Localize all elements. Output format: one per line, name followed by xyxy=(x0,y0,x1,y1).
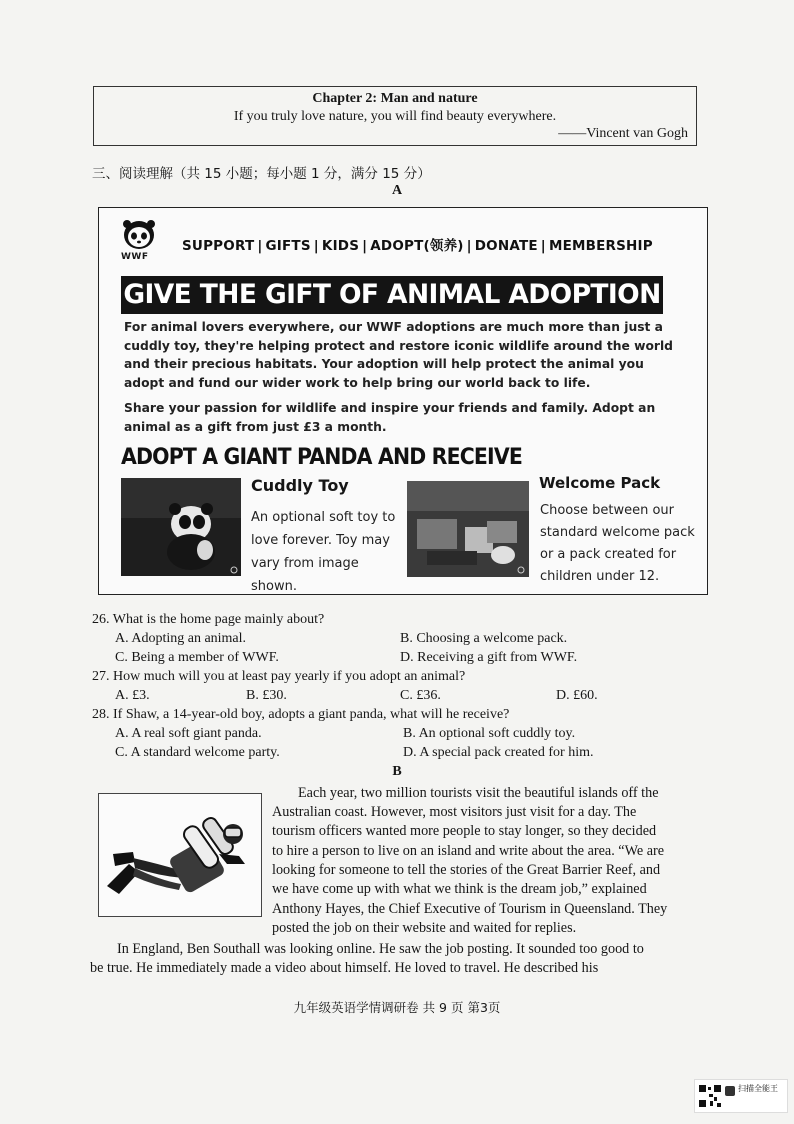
scanner-app-name: 扫描全能王 xyxy=(738,1084,778,1093)
q26-option-d: D. Receiving a gift from WWF. xyxy=(400,650,578,665)
passage-b-line-9: In England, Ben Southall was looking online. He saw the job posting. It sounded too good to xyxy=(117,941,644,957)
page-footer: 九年级英语学情调研卷 共 9 页 第3页 xyxy=(293,1000,501,1015)
nav-membership[interactable]: MEMBERSHIP xyxy=(548,238,653,254)
wwf-logo-text: WWF xyxy=(121,252,149,262)
q27-option-a: A. £3. xyxy=(115,688,150,703)
q28-option-a: A. A real soft giant panda. xyxy=(115,726,262,741)
nav-support[interactable]: SUPPORT xyxy=(182,238,255,254)
section-heading: 三、阅读理解（共 15 小题；每小题 1 分，满分 15 分） xyxy=(92,166,431,182)
welcome-pack-photo xyxy=(407,481,529,577)
qr-code-icon xyxy=(698,1084,722,1108)
nav-kids[interactable]: KIDS xyxy=(321,238,360,254)
passage-b-line-5: looking for someone to tell the stories of the Great Barrier Reef, and xyxy=(272,862,661,878)
nav-donate[interactable]: DONATE xyxy=(474,238,538,254)
ad-intro-paragraph: For animal lovers everywhere, our WWF adoptions are much more than just a cuddly toy, they're helping protect and restore iconic wildlife around the world and their precious habitats. Your adoption will help protect the animal you adopt and fund our wider work to help bring our world back to life. xyxy=(124,320,673,390)
panda-toy-photo xyxy=(121,478,241,576)
q26-option-c: C. Being a member of WWF. xyxy=(115,650,279,665)
passage-b-line-2: Australian coast. However, most visitors just visit for a day. The xyxy=(272,804,637,820)
question-28-stem: 28. If Shaw, a 14-year-old boy, adopts a giant panda, what will he receive? xyxy=(92,707,510,722)
nav-adopt[interactable]: ADOPT(领养) xyxy=(370,238,464,254)
q26-option-b: B. Choosing a welcome pack. xyxy=(400,631,568,646)
chapter-title: Chapter 2: Man and nature xyxy=(312,91,478,106)
scanner-app-icon xyxy=(725,1086,735,1096)
cuddly-toy-description: An optional soft toy to love forever. Toy may vary from image shown. xyxy=(251,510,396,594)
passage-b-line-8: posted the job on their website and waited for replies. xyxy=(272,920,577,936)
part-a-label: A xyxy=(391,183,403,198)
scanner-badge xyxy=(694,1079,788,1113)
q27-option-b: B. £30. xyxy=(246,688,287,703)
welcome-pack-title: Welcome Pack xyxy=(539,474,661,492)
wwf-advertisement xyxy=(98,207,708,595)
q27-option-c: C. £36. xyxy=(400,688,441,703)
passage-b-line-1: Each year, two million tourists visit the beautiful islands off the xyxy=(298,785,659,801)
question-27-stem: 27. How much will you at least pay yearly if you adopt an animal? xyxy=(92,669,466,684)
wwf-nav-bar: SUPPORT | GIFTS | KIDS | ADOPT(领养) | DONATE | MEMBERSHIP xyxy=(182,238,653,254)
passage-b-line-7: Anthony Hayes, the Chief Executive of Tourism in Queensland. They xyxy=(272,901,668,917)
scuba-diver-illustration xyxy=(98,793,262,917)
passage-b-line-4: to hire a person to live on an island and write about the area. “We are xyxy=(272,843,665,859)
q28-option-d: D. A special pack created for him. xyxy=(403,745,594,760)
diver-icon xyxy=(99,794,261,916)
adopt-panda-heading: ADOPT A GIANT PANDA AND RECEIVE xyxy=(121,445,522,470)
quote-box xyxy=(93,86,697,146)
passage-b-line-6: we have come up with what we think is the dream job,” explained xyxy=(272,881,647,897)
adoption-banner: GIVE THE GIFT OF ANIMAL ADOPTION xyxy=(121,276,663,314)
cuddly-toy-title: Cuddly Toy xyxy=(251,476,349,495)
quote-author: ——Vincent van Gogh xyxy=(558,126,688,141)
question-26-stem: 26. What is the home page mainly about? xyxy=(92,612,325,627)
part-b-label: B xyxy=(392,764,402,779)
q28-option-c: C. A standard welcome party. xyxy=(115,745,280,760)
ad-gift-paragraph: Share your passion for wildlife and inspire your friends and family. Adopt an animal as a gift from just £3 a month. xyxy=(124,401,656,434)
welcome-pack-description: Choose between our standard welcome pack or a pack created for children under 12. xyxy=(540,503,695,584)
quote-text: If you truly love nature, you will find beauty everywhere. xyxy=(233,109,557,124)
q27-option-d: D. £60. xyxy=(556,688,598,703)
q28-option-b: B. An optional soft cuddly toy. xyxy=(403,726,576,741)
passage-b-line-10: be true. He immediately made a video about himself. He loved to travel. He described his xyxy=(90,960,599,976)
passage-b-line-3: tourism officers wanted more people to stay longer, so they decided xyxy=(272,823,657,839)
q26-option-a: A. Adopting an animal. xyxy=(115,631,247,646)
nav-gifts[interactable]: GIFTS xyxy=(265,238,311,254)
wwf-panda-logo xyxy=(119,218,159,264)
